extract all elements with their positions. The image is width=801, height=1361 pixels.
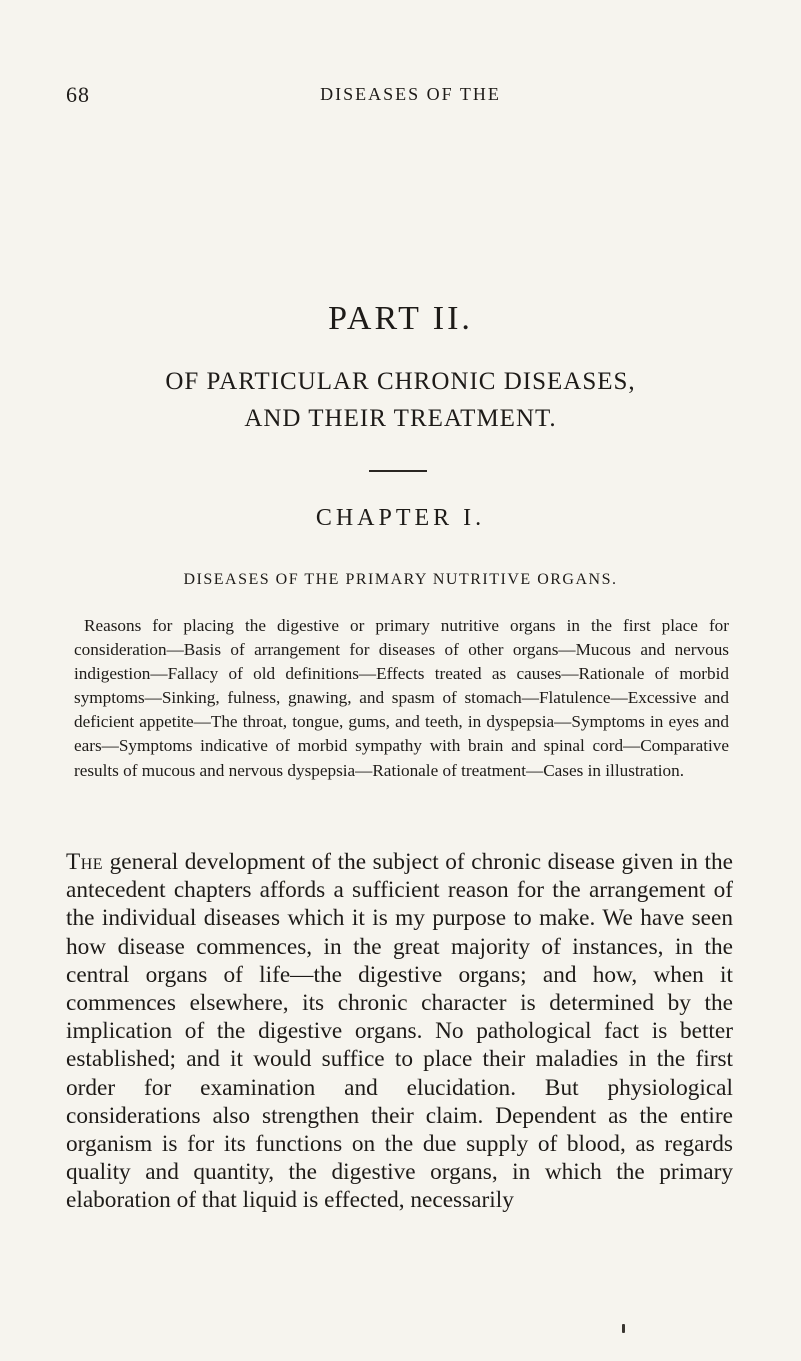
chapter-synopsis: Reasons for placing the digestive or primary nutritive organs in the first place for consideration—Basis of arrangement for diseases of other organs—Mucous and nervous indigestion—Fallacy of old definitions—Effects treated as causes—Rationale of morbid symptoms—Sinking, fulness, gnawing, and spasm of stomach—Flatulence—Excessive and deficient appetite—The throat, tongue, gums, and teeth, in dyspepsia—Symptoms in eyes and ears—Symptoms indicative of morbid sympathy with brain and spinal cord—Comparative results of mucous and nervous dyspepsia—Rationale of treatment—Cases in illustration. xyxy=(74,616,729,780)
printer-mark xyxy=(622,1324,625,1333)
running-title: DISEASES OF THE xyxy=(320,84,501,104)
part-subtitle xyxy=(0,363,801,437)
running-head xyxy=(66,82,735,112)
body-paragraph xyxy=(66,848,733,1215)
chapter-title: CHAPTER I. xyxy=(315,505,486,531)
part-title: PART II. xyxy=(328,300,473,337)
paragraph-lead-word: The xyxy=(66,849,104,875)
part-subtitle-line-2: AND THEIR TREATMENT. xyxy=(244,405,557,432)
paragraph-text: general development of the subject of chronic disease given in the antecedent chapters affords a sufficient reason for the arrangement of the individual diseases which it is my purpose to make. We have seen how disease commences, in the great majority of instances, in the central organs of life—the digestive organs; and how, when it commences elsewhere, its chronic character is determined by the implication of the digestive organs. No pathological fact is better established; and it would suffice to place their maladies in the first order for examination and elucidation. But physiological considerations also strengthen their claim. Dependent as the entire organism is for its functions on the due supply of blood, as regards quality and quantity, the digestive organs, in which the primary elaboration of that liquid is effected, necessarily xyxy=(66,849,733,1214)
part-subtitle-line-1: OF PARTICULAR CHRONIC DISEASES, xyxy=(165,368,636,395)
section-divider xyxy=(369,470,427,472)
chapter-subtitle: DISEASES OF THE PRIMARY NUTRITIVE ORGANS. xyxy=(183,571,618,588)
page-number: 68 xyxy=(66,82,90,107)
